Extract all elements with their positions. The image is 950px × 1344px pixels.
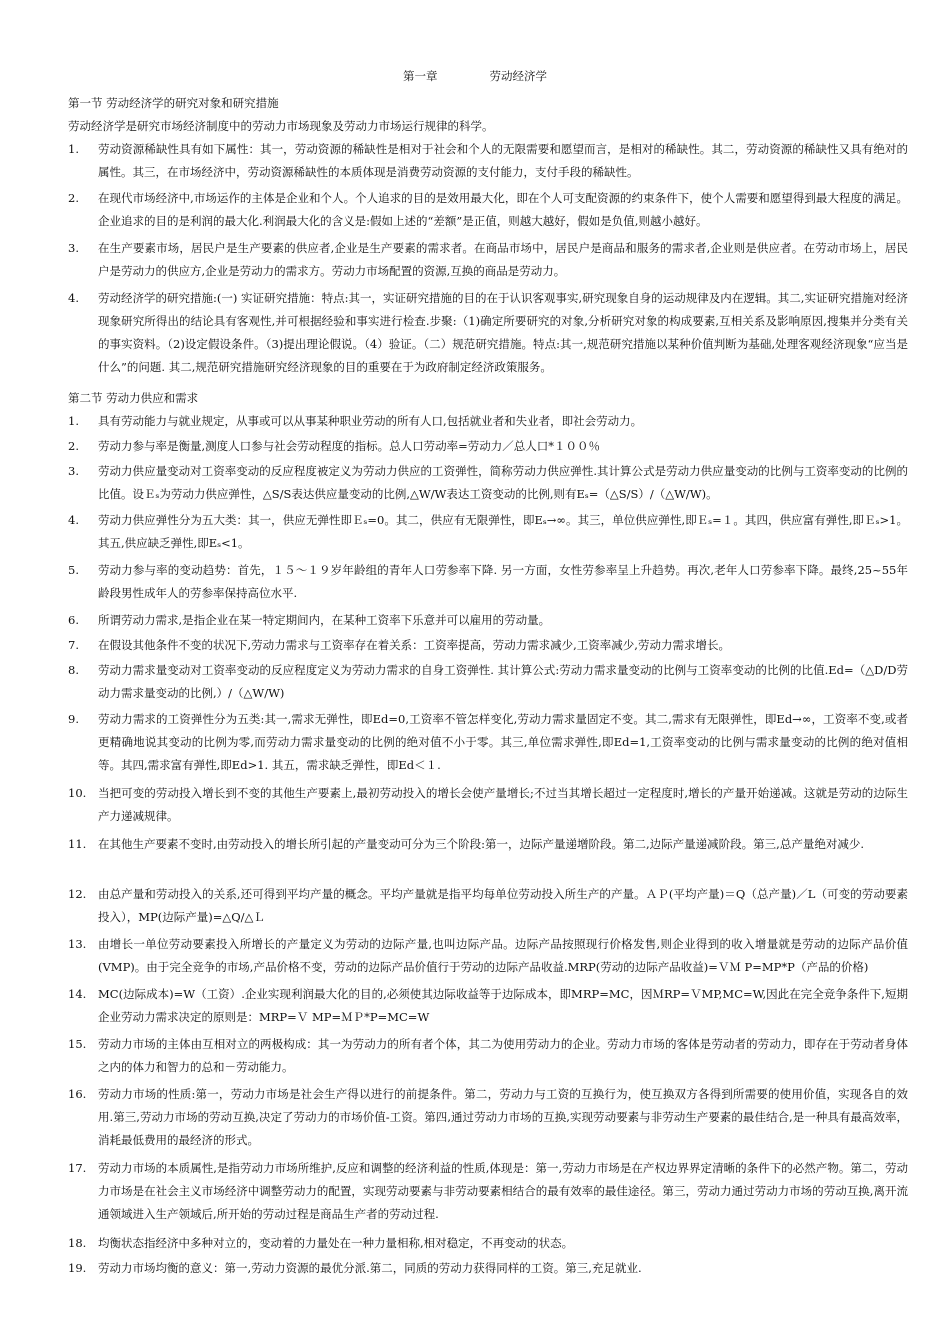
item-text: 劳动力市场的性质:第一，劳动力市场是社会生产得以进行的前提条件。第二，劳动力与工资的互换行为，使互换双方各得到所需要的使用价值，实现各自的效用.第三,劳动力市场的劳动互换,决定了劳动力的市场价值-工资。第四,通过劳动力市场的互换,实现劳动要素与非劳动生产要素的最佳结合,是一种具有最高效率，消耗最低费用的最经济的形式。 — [98, 1087, 908, 1147]
list-item — [68, 983, 908, 1029]
item-text: 当把可变的劳动投入增长到不变的其他生产要素上,最初劳动投入的增长会使产量增长;不过当其增长超过一定程度时,增长的产量开始递减。这就是劳动的边际生产力递减规律。 — [98, 786, 908, 823]
list-item — [68, 1157, 908, 1226]
item-text: 均衡状态指经济中多种对立的，变动着的力量处在一种力量相称,相对稳定，不再变动的状态。 — [98, 1236, 574, 1250]
item-number: 9. — [68, 712, 79, 726]
item-text: 劳动力参与率的变动趋势：首先，１５～１９岁年龄组的青年人口劳参率下降. 另一方面，女性劳参率呈上升趋势。再次,老年人口劳参率下降。最终,25~55年龄段男性成年人的劳参率保持高位水平. — [98, 563, 908, 600]
list-item — [68, 782, 908, 828]
item-text: 劳动力需求量变动对工资率变动的反应程度定义为劳动力需求的自身工资弹性. 其计算公式:劳动力需求量变动的比例与工资率变动的比例的比值.Ed=（△D/D劳动力需求量变动的比例,）/（△W/W) — [98, 663, 908, 700]
item-text: 劳动资源稀缺性具有如下属性：其一，劳动资源的稀缺性是相对于社会和个人的无限需要和愿望而言，是相对的稀缺性。其二，劳动资源的稀缺性又具有绝对的属性。其三，在市场经济中，劳动资源稀缺性的本质体现是消费劳动资源的支付能力，支付手段的稀缺性。 — [98, 142, 908, 179]
list-item — [68, 1257, 908, 1280]
list-item — [68, 1232, 908, 1255]
item-text: MC(边际成本)=W（工资）.企业实现利润最大化的目的,必须使其边际收益等于边际成本，即MRP=MC，因ＭRP=ＶMP,MC=W,因此在完全竞争条件下,短期企业劳动力需求决定的原则是：MRP=Ｖ MP=ＭＰ*P=MC=W — [98, 987, 908, 1024]
item-text: 在现代市场经济中,市场运作的主体是企业和个人。个人追求的目的是效用最大化，即在个人可支配资源的约束条件下，使个人需要和愿望得到最大程度的满足。企业追求的目的是利润的最大化.利润最大化的含义是:假如上述的“差额”是正值，则越大越好，假如是负值,则越小越好。 — [98, 191, 908, 228]
item-number: 6. — [68, 613, 79, 627]
list-item — [68, 1033, 908, 1079]
item-text: 劳动经济学的研究措施:(一) 实证研究措施：特点:其一，实证研究措施的目的在于认识客观事实,研究现象自身的运动规律及内在逻辑。其二,实证研究措施对经济现象研究所得出的结论具有客观性,并可根据经验和事实进行检查.步聚:（1)确定所要研究的对象,分析研究对象的构成要素,互相关系及影响原因,搜集并分类有关的事实资料。（2)设定假设条件。（3)提出理论假说。（4）验证。（二）规范研究措施。特点:其一,规范研究措施以某种价值判断为基础,处理客观经济现象“应当是什么”的问题. 其二,规范研究措施研究经济现象的目的重要在于为政府制定经济政策服务。 — [98, 291, 908, 374]
list-item — [68, 659, 908, 705]
list-item — [68, 138, 908, 184]
list-item — [68, 634, 908, 657]
item-number: 8. — [68, 663, 79, 677]
item-text: 劳动力市场的主体由互相对立的两极构成：其一为劳动力的所有者个体，其二为使用劳动力的企业。劳动力市场的客体是劳动者的劳动力，即存在于劳动者身体之内的体力和智力的总和－劳动能力。 — [98, 1037, 908, 1074]
list-item — [68, 559, 908, 605]
item-text: 劳动力供应弹性分为五大类：其一，供应无弹性即Ｅₛ=0。其二，供应有无限弹性，即Eₛ→∞。其三，单位供应弹性,即Ｅₛ=１。其四，供应富有弹性,即Ｅₛ>1。其五,供应缺乏弹性,即Eₛ<1。 — [98, 513, 908, 550]
list-item — [68, 933, 908, 979]
item-text: 劳动力供应量变动对工资率变动的反应程度被定义为劳动力供应的工资弹性，简称劳动力供应弹性.其计算公式是劳动力供应量变动的比例与工资率变动的比例的比值。设Ｅₛ为劳动力供应弹性，△S/S表达供应量变动的比例,△W/W表达工资变动的比例,则有Eₛ=（△S/S）/（△W/W)。 — [98, 464, 908, 501]
chapter-name: 劳动经济学 — [489, 69, 547, 83]
list-item — [68, 237, 908, 283]
item-text: 在其他生产要素不变时,由劳动投入的增长所引起的产量变动可分为三个阶段:第一，边际产量递增阶段。第二,边际产量递减阶段。第三,总产量绝对减少. — [98, 837, 864, 851]
item-number: 5. — [68, 563, 79, 577]
list-item — [68, 609, 908, 632]
list-item — [68, 509, 908, 555]
list-item — [68, 410, 908, 433]
item-number: 13. — [68, 937, 87, 951]
item-number: 4. — [68, 513, 79, 527]
chapter-title — [0, 68, 950, 84]
section1-heading: 第一节 劳动经济学的研究对象和研究措施 — [68, 96, 279, 110]
item-number: 12. — [68, 887, 87, 901]
item-number: 2. — [68, 439, 79, 453]
chapter-label: 第一章 — [403, 69, 438, 83]
item-text: 具有劳动能力与就业规定，从事或可以从事某种职业劳动的所有人口,包括就业者和失业者，即社会劳动力。 — [98, 414, 643, 428]
item-number: 4. — [68, 291, 79, 305]
item-text: 劳动力需求的工资弹性分为五类:其一,需求无弹性，即Ed=0,工资率不管怎样变化,劳动力需求量固定不变。其二,需求有无限弹性，即Ed→∞，工资率不变,或者更精确地说其变动的比例为零,而劳动力需求量变动的比例的绝对值不小于零。其三,单位需求弹性,即Ed=1,工资率变动的比例与需求量变动的比例的绝对值相等。其四,需求富有弹性,即Ed>1. 其五，需求缺乏弹性，即Ed＜１. — [98, 712, 908, 772]
item-number: 1. — [68, 142, 79, 156]
item-number: 14. — [68, 987, 87, 1001]
list-item — [68, 1083, 908, 1152]
list-item — [68, 833, 908, 856]
item-number: 15. — [68, 1037, 87, 1051]
item-text: 在生产要素市场，居民户是生产要素的供应者,企业是生产要素的需求者。在商品市场中，居民户是商品和服务的需求者,企业则是供应者。在劳动市场上，居民户是劳动力的供应方,企业是劳动力的需求方。劳动力市场配置的资源,互换的商品是劳动力。 — [98, 241, 908, 278]
item-text: 由总产量和劳动投入的关系,还可得到平均产量的概念。平均产量就是指平均每单位劳动投入所生产的产量。ＡＰ(平均产量)＝Q（总产量)／L（可变的劳动要素投入），MP(边际产量)=△Q/△Ｌ — [98, 887, 908, 924]
item-number: 19. — [68, 1261, 87, 1275]
item-text: 所谓劳动力需求,是指企业在某一特定期间内，在某种工资率下乐意并可以雇用的劳动量。 — [98, 613, 551, 627]
item-number: 2. — [68, 191, 79, 205]
item-text: 劳动力市场均衡的意义：第一,劳动力资源的最优分派.第二，同质的劳动力获得同样的工资。第三,充足就业. — [98, 1261, 642, 1275]
item-number: 11. — [68, 837, 87, 851]
list-item — [68, 287, 908, 379]
item-number: 1. — [68, 414, 79, 428]
item-number: 18. — [68, 1236, 87, 1250]
section2-heading: 第二节 劳动力供应和需求 — [68, 391, 199, 405]
item-number: 16. — [68, 1087, 87, 1101]
item-number: 17. — [68, 1161, 87, 1175]
item-text: 由增长一单位劳动要素投入所增长的产量定义为劳动的边际产量,也叫边际产品。边际产品按照现行价格发售,则企业得到的收入增量就是劳动的边际产品价值(VMP)。由于完全竞争的市场,产品价格不变，劳动的边际产品价值行于劳动的边际产品收益.MRP(劳动的边际产品收益)=ＶＭ P=MP*P（产品的价格) — [98, 937, 908, 974]
list-item — [68, 460, 908, 506]
list-item — [68, 187, 908, 233]
section1-intro: 劳动经济学是研究市场经济制度中的劳动力市场现象及劳动力市场运行规律的科学。 — [68, 119, 494, 133]
list-item — [68, 708, 908, 777]
item-number: 3. — [68, 241, 79, 255]
item-text: 在假设其他条件不变的状况下,劳动力需求与工资率存在着关系：工资率提高，劳动力需求减少,工资率减少,劳动力需求增长。 — [98, 638, 730, 652]
item-number: 7. — [68, 638, 79, 652]
list-item — [68, 883, 908, 929]
item-number: 10. — [68, 786, 87, 800]
item-number: 3. — [68, 464, 79, 478]
list-item — [68, 435, 908, 458]
item-text: 劳动力参与率是衡量,测度人口参与社会劳动程度的指标。总人口劳动率=劳动力／总人口*１００％ — [98, 439, 601, 453]
item-text: 劳动力市场的本质属性,是指劳动力市场所维护,反应和调整的经济利益的性质,体现是：第一,劳动力市场是在产权边界界定清晰的条件下的必然产物。第二，劳动力市场是在社会主义市场经济中调整劳动力的配置，实现劳动要素与非劳动要素相结合的最有效率的最佳途径。第三，劳动力通过劳动力市场的劳动互换,离开流通领域进入生产领域后,所开始的劳动过程是商品生产者的劳动过程. — [98, 1161, 908, 1221]
